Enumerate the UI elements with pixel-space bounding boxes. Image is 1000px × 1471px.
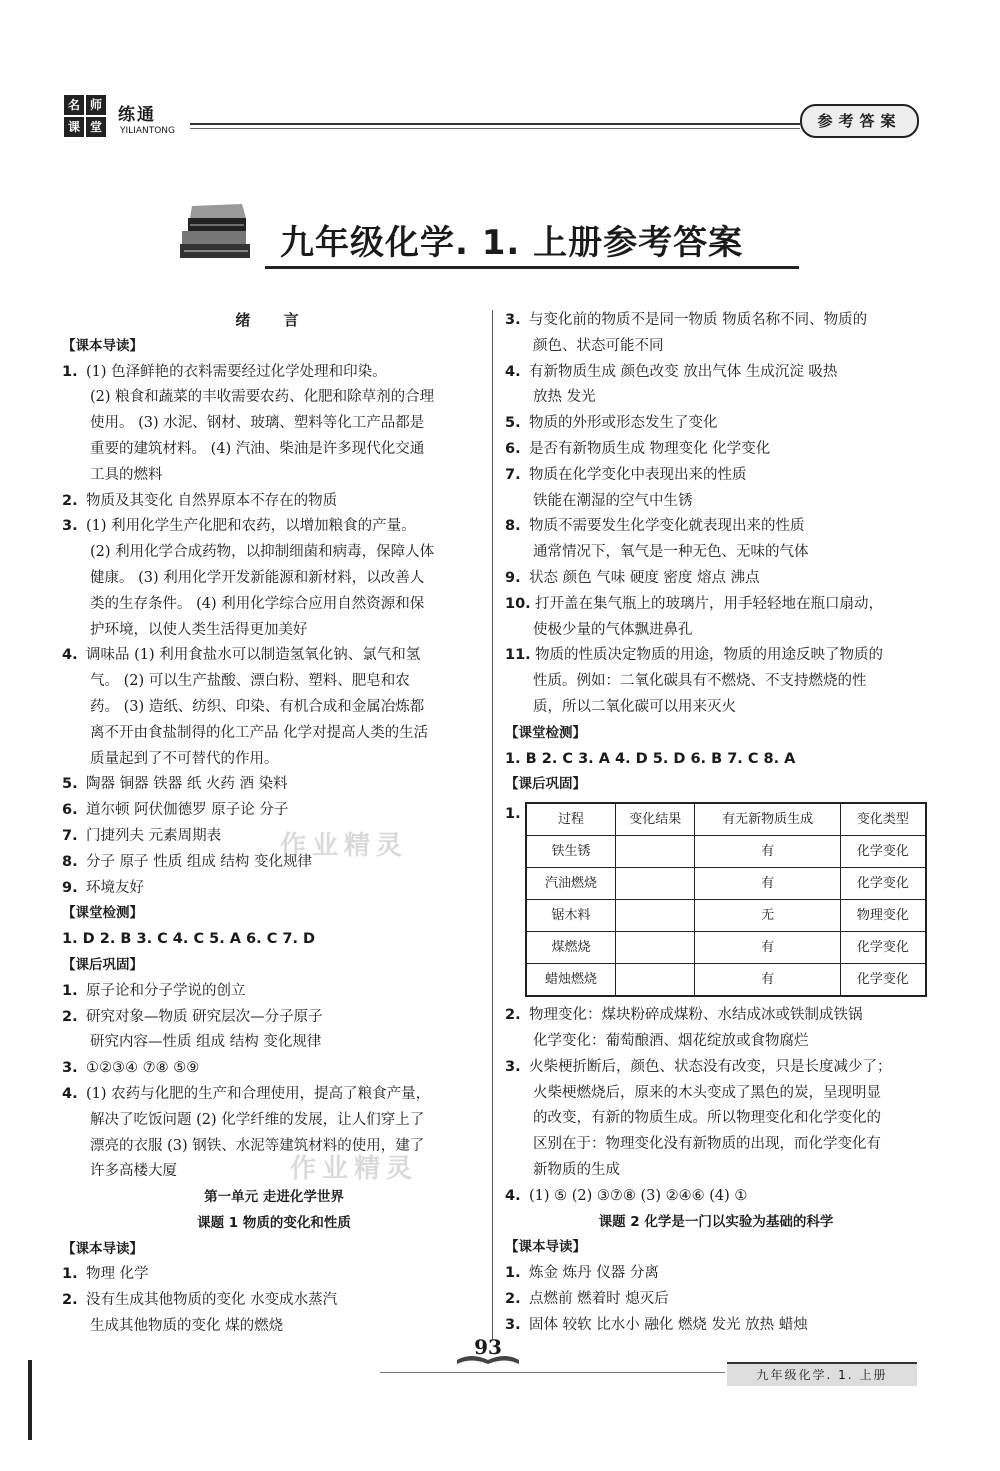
item-number: 2. (62, 1008, 78, 1025)
section-title: 绪 言 (235, 311, 313, 329)
answer-item (62, 1056, 486, 1082)
page-header (0, 0, 1000, 160)
item-text: 物质的外形或形态发生了变化 (529, 415, 718, 432)
answer-continuation: 类的生存条件。 (4) 利用化学综合应用自然资源和保 (90, 595, 425, 612)
item-number: 3. (505, 312, 521, 328)
item-number: 10. (505, 595, 531, 612)
answer-continuation: 铁能在潮湿的空气中生锈 (533, 492, 693, 509)
answer-continuation: 护环境，以使人类生活得更加美好 (90, 621, 308, 638)
answer-item (505, 308, 927, 334)
answer-continuation: 健康。 (3) 利用化学开发新能源和新材料，以改善人 (90, 569, 425, 586)
right-column (505, 308, 927, 1339)
watermark-text: 作业精灵 (290, 1154, 419, 1184)
answer-continuation: 使用。 (3) 水泥、钢材、玻璃、塑料等化工产品都是 (90, 415, 425, 432)
answer-continuation: 颜色、状态可能不同 (533, 337, 664, 354)
section-heading: 【课后巩固】 (62, 956, 143, 973)
item-number: 6. (505, 440, 521, 457)
section-heading: 【课堂检测】 (62, 905, 143, 922)
item-text: ①②③④ ⑦⑧ ⑤⑨ (86, 1060, 200, 1077)
footer-rule (380, 1372, 725, 1373)
table-cell: 化学变化 (840, 836, 926, 868)
answer-continuation: (2) 利用化学合成药物，以抑制细菌和病毒，保障人体 (90, 544, 435, 561)
table-row (526, 964, 926, 997)
table-cell (616, 836, 695, 868)
footer-tag: 九年级化学. 1. 上册 (727, 1362, 917, 1386)
item-number: 7. (505, 466, 521, 483)
item-number: 11. (505, 647, 531, 664)
item-number: 2. (505, 1007, 521, 1024)
item-text: 固体 较软 比水小 融化 燃烧 发光 放热 蜡烛 (529, 1316, 808, 1333)
publisher-logo (64, 95, 106, 137)
item-text: 分子 原子 性质 组成 结构 变化规律 (86, 853, 313, 870)
answer-item (62, 772, 486, 798)
answer-item (62, 850, 486, 876)
table-cell (616, 964, 695, 997)
table-row (526, 868, 926, 900)
answer-continuation: 使极少量的气体飘进鼻孔 (533, 621, 693, 638)
table-cell: 锯木料 (526, 900, 616, 932)
answer-continuation: 的改变，有新的物质生成。所以物理变化和化学变化的 (533, 1110, 881, 1127)
table-header-row (526, 803, 926, 836)
item-number: 4. (505, 1187, 521, 1204)
answer-key-tag: 参考答案 (800, 104, 919, 138)
answer-continuation: 气。 (2) 可以生产盐酸、漂白粉、塑料、肥皂和农 (90, 673, 410, 690)
table-cell: 蜡烛燃烧 (526, 964, 616, 997)
answer-continuation: 火柴梗燃烧后，原来的木头变成了黑色的炭，呈现明显 (533, 1084, 881, 1101)
item-text: 有新物质生成 颜色改变 放出气体 生成沉淀 吸热 (529, 363, 838, 380)
item-text: 道尔顿 阿伏伽德罗 原子论 分子 (86, 802, 289, 819)
answer-continuation: 通常情况下，氧气是一种无色、无味的气体 (533, 544, 809, 561)
answer-continuation: 重要的建筑材料。 (4) 汽油、柴油是许多现代化交通 (90, 440, 425, 457)
logo-char: 师 (86, 95, 106, 115)
item-text: 打开盖在集气瓶上的玻璃片，用手轻轻地在瓶口扇动， (535, 595, 883, 612)
item-number: 5. (62, 776, 78, 793)
table-cell: 化学变化 (840, 932, 926, 964)
answer-continuation: 研究内容—性质 组成 结构 变化规律 (90, 1034, 322, 1051)
item-text: 物质及其变化 自然界原本不存在的物质 (86, 492, 338, 509)
item-number: 2. (505, 1290, 521, 1307)
item-text: 火柴梗折断后，颜色、状态没有改变，只是长度减少了； (529, 1058, 892, 1075)
item-text: 状态 颜色 气味 硬度 密度 熔点 沸点 (529, 569, 760, 586)
item-number: 4. (505, 363, 521, 380)
item-text: 物理变化：煤块粉碎成煤粉、水结成冰或铁制成铁锅 (529, 1007, 863, 1024)
brand-name: 练通 (118, 105, 156, 125)
table-cell: 有 (695, 964, 840, 997)
answer-continuation: 离不开由食盐制得的化工产品 化学对提高人类的生活 (90, 724, 429, 741)
answer-item (505, 566, 927, 592)
answer-item (62, 824, 486, 850)
table-header-cell: 有无新物质生成 (695, 803, 840, 836)
answer-item (62, 1082, 486, 1108)
answer-item (505, 360, 927, 386)
answer-line: 1. D 2. B 3. C 4. C 5. A 6. C 7. D (62, 931, 316, 948)
title-underline (265, 266, 799, 269)
logo-char: 名 (64, 95, 84, 115)
item-text: 门捷列夫 元素周期表 (86, 827, 222, 844)
item-text: 物质不需要发生化学变化就表现出来的性质 (529, 518, 805, 535)
answer-continuation: 工具的燃料 (90, 466, 163, 483)
answer-item (62, 1288, 486, 1314)
answer-item (62, 979, 486, 1005)
answer-item (505, 1287, 927, 1313)
item-text: 炼金 炼丹 仪器 分离 (529, 1265, 659, 1282)
item-text: 物理 化学 (86, 1266, 149, 1283)
item-text: 调味品 (1) 利用食盐水可以制造氢氧化钠、氯气和氢 (86, 647, 421, 664)
section-title: 第一单元 走进化学世界 (204, 1189, 344, 1206)
item-text: (1) ⑤ (2) ③⑦⑧ (3) ②④⑥ (4) ① (529, 1187, 748, 1204)
watermark-text: 作业精灵 (280, 831, 409, 861)
logo-char: 课 (64, 117, 84, 137)
table-header-cell: 过程 (526, 803, 616, 836)
item-number: 9. (505, 569, 521, 586)
answer-continuation: 性质。例如：二氧化碳具有不燃烧、不支持燃烧的性 (533, 673, 867, 690)
item-number: 2. (62, 1292, 78, 1309)
table-row (526, 900, 926, 932)
table-row (526, 836, 926, 868)
item-text: 没有生成其他物质的变化 水变成水蒸汽 (86, 1292, 338, 1309)
item-number: 3. (505, 1316, 521, 1333)
item-number: 8. (505, 518, 521, 535)
answer-item (62, 489, 486, 515)
item-text: 原子论和分子学说的创立 (86, 982, 246, 999)
answer-item (505, 1313, 927, 1339)
answer-item (505, 437, 927, 463)
header-rule (190, 128, 800, 129)
table-cell: 无 (695, 900, 840, 932)
answer-item (62, 798, 486, 824)
right-column-bottom (505, 1003, 927, 1338)
answer-continuation: 许多高楼大厦 (90, 1163, 177, 1180)
item-number: 2. (62, 492, 78, 509)
answer-continuation: 新物质的生成 (533, 1161, 620, 1178)
answer-item (505, 1261, 927, 1287)
right-column-top (505, 308, 927, 798)
section-title: 课题 1 物质的变化和性质 (197, 1214, 351, 1231)
answer-continuation: 漂亮的衣服 (3) 钢铁、水泥等建筑材料的使用，建了 (90, 1137, 425, 1154)
answer-item (505, 643, 927, 669)
section-heading: 【课堂检测】 (505, 724, 586, 741)
margin-mark (28, 1360, 32, 1440)
item-number: 4. (62, 647, 78, 664)
header-rule (190, 123, 800, 125)
answer-continuation: 生成其他物质的变化 煤的燃烧 (90, 1318, 284, 1335)
section-title: 课题 2 化学是一门以实验为基础的科学 (598, 1213, 834, 1230)
table-cell (616, 900, 695, 932)
left-column (62, 308, 486, 1340)
answer-item (505, 1184, 927, 1210)
answer-line: 1. B 2. C 3. A 4. D 5. D 6. B 7. C 8. A (505, 750, 796, 767)
item-number: 1. (62, 982, 78, 999)
item-text: 研究对象—物质 研究层次—分子原子 (86, 1008, 323, 1025)
answer-item (505, 1055, 927, 1081)
item-number: 4. (62, 1085, 78, 1102)
answer-continuation: 药。 (3) 造纸、纺织、印染、有机合成和金属冶炼都 (90, 698, 425, 715)
table-cell: 煤燃烧 (526, 932, 616, 964)
item-text: 与变化前的物质不是同一物质 物质名称不同、物质的 (529, 312, 868, 328)
answer-continuation: (2) 粮食和蔬菜的丰收需要农药、化肥和除草剂的合理 (90, 389, 435, 406)
item-text: 陶器 铜器 铁器 纸 火药 酒 染料 (86, 776, 288, 793)
answer-item (62, 360, 486, 386)
column-divider (492, 310, 493, 1340)
section-heading: 【课本导读】 (62, 337, 143, 354)
table-cell: 有 (695, 836, 840, 868)
answer-item (62, 514, 486, 540)
table-cell: 化学变化 (840, 868, 926, 900)
logo-char: 堂 (86, 117, 106, 137)
answer-item (505, 1003, 927, 1029)
table-cell: 有 (695, 868, 840, 900)
item-number: 8. (62, 853, 78, 870)
item-number: 7. (62, 827, 78, 844)
answer-item (505, 411, 927, 437)
answer-continuation: 区别在于：物理变化没有新物质的出现，而化学变化有 (533, 1136, 881, 1153)
item-text: (1) 利用化学生产化肥和农药，以增加粮食的产量。 (86, 518, 416, 535)
item-text: 环境友好 (86, 879, 144, 896)
table-header-cell: 变化类型 (840, 803, 926, 836)
page-number-text: 93 (474, 1335, 502, 1359)
item-text: 物质的性质决定物质的用途，物质的用途反映了物质的 (535, 647, 883, 664)
answer-continuation: 放热 发光 (533, 389, 596, 406)
answer-item (62, 1005, 486, 1031)
table-cell: 物理变化 (840, 900, 926, 932)
answer-item (62, 876, 486, 902)
section-heading: 【课本导读】 (505, 1239, 586, 1256)
item-text: 是否有新物质生成 物理变化 化学变化 (529, 440, 771, 457)
brand-subtitle: YILIANTONG (120, 126, 175, 136)
table-cell (616, 932, 695, 964)
table-cell (616, 868, 695, 900)
item-number: 5. (505, 415, 521, 432)
table-block (505, 802, 927, 997)
table-row (526, 932, 926, 964)
item-number: 9. (62, 879, 78, 896)
page-number (453, 1330, 523, 1366)
answer-continuation: 质，所以二氧化碳可以用来灭火 (533, 698, 736, 715)
answer-item (505, 514, 927, 540)
table-cell: 铁生锈 (526, 836, 616, 868)
item-number: 1. (505, 1265, 521, 1282)
item-number: 3. (505, 1058, 521, 1075)
table-cell: 汽油燃烧 (526, 868, 616, 900)
answer-item (505, 592, 927, 618)
table-cell: 化学变化 (840, 964, 926, 997)
item-text: (1) 农药与化肥的生产和合理使用，提高了粮食产量， (86, 1085, 431, 1102)
item-text: 点燃前 燃着时 熄灭后 (529, 1290, 669, 1307)
answer-item (505, 463, 927, 489)
item-number: 3. (62, 518, 78, 535)
answer-item (62, 1262, 486, 1288)
books-icon (176, 204, 260, 266)
change-type-table (525, 802, 927, 997)
item-text: 物质在化学变化中表现出来的性质 (529, 466, 747, 483)
section-heading: 【课本导读】 (62, 1240, 143, 1257)
item-text: (1) 色泽鲜艳的衣料需要经过化学处理和印染。 (86, 363, 387, 380)
item-number: 1. (62, 1266, 78, 1283)
answer-continuation: 质量起到了不可替代的作用。 (90, 750, 279, 767)
page-title: 九年级化学. 1. 上册参考答案 (280, 223, 744, 263)
table-header-cell: 变化结果 (616, 803, 695, 836)
answer-continuation: 化学变化：葡萄酿酒、烟花绽放或食物腐烂 (533, 1032, 809, 1049)
answer-item (62, 643, 486, 669)
section-heading: 【课后巩固】 (505, 776, 586, 793)
item-number: 6. (62, 802, 78, 819)
item-number: 3. (62, 1060, 78, 1077)
item-number: 1. (62, 363, 78, 380)
table-number: 1. (505, 806, 521, 823)
table-cell: 有 (695, 932, 840, 964)
answer-continuation: 解决了吃饭问题 (2) 化学纤维的发展，让人们穿上了 (90, 1111, 425, 1128)
